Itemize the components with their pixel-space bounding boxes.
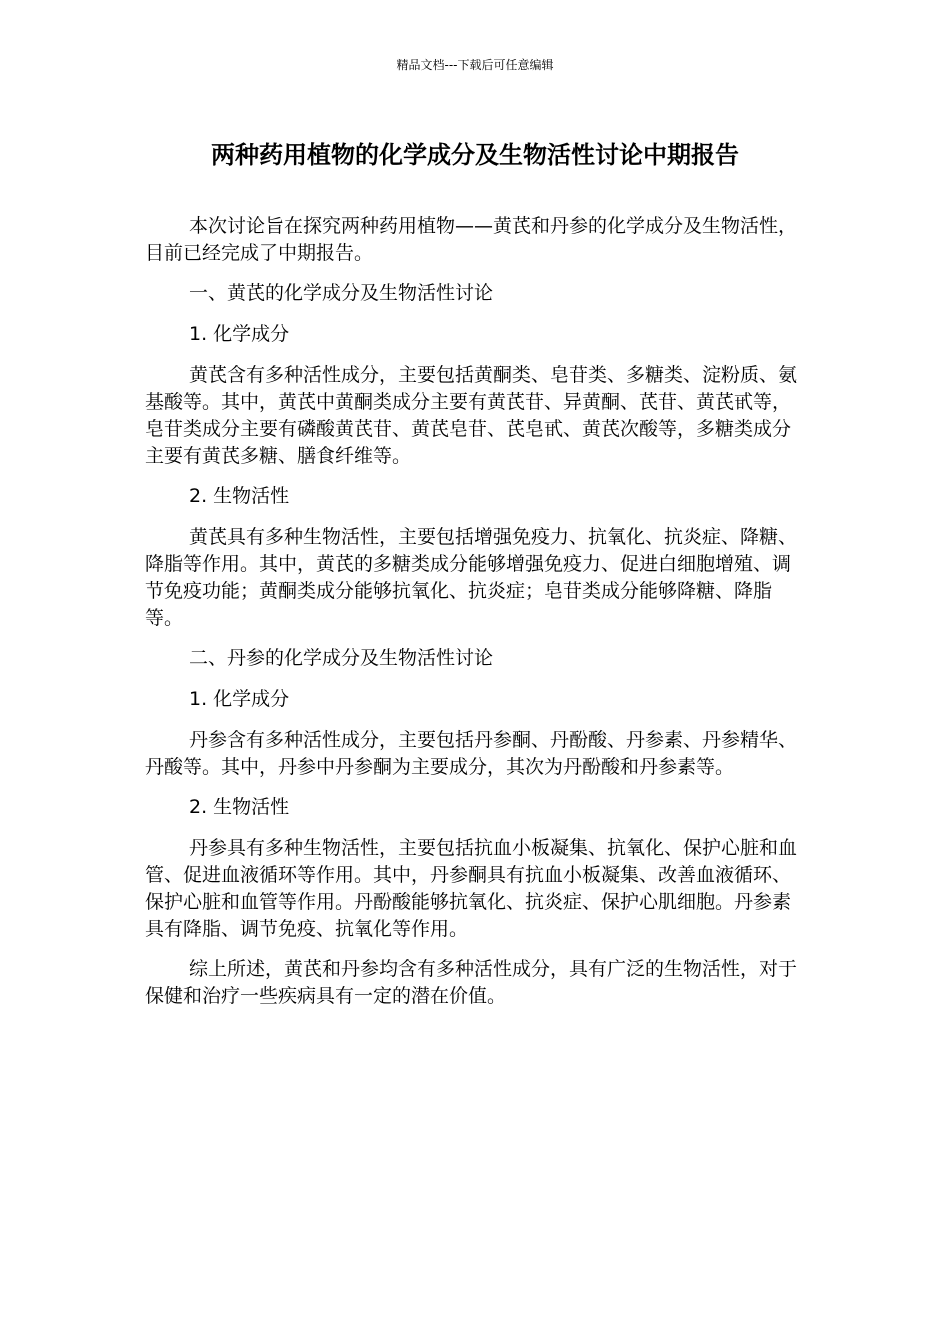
document-body xyxy=(145,213,800,1023)
section-2-subheading-activity: 2. 生物活性 xyxy=(189,796,290,818)
intro-paragraph: 本次讨论旨在探究两种药用植物——黄芪和丹参的化学成分及生物活性，目前已经完成了中期报告。 xyxy=(145,215,798,264)
section-1-activity-paragraph: 黄芪具有多种生物活性，主要包括增强免疫力、抗氧化、抗炎症、降糖、降脂等作用。其中，黄芪的多糖类成分能够增强免疫力、促进白细胞增殖、调节免疫功能；黄酮类成分能够抗氧化、抗炎症；皂苷类成分能够降糖、降脂等。 xyxy=(145,526,798,629)
section-1-subheading-activity: 2. 生物活性 xyxy=(189,485,290,507)
section-1-heading: 一、黄芪的化学成分及生物活性讨论 xyxy=(189,282,494,304)
header-note: 精品文档---下载后可任意编辑 xyxy=(396,58,554,72)
conclusion-paragraph: 综上所述，黄芪和丹参均含有多种活性成分，具有广泛的生物活性，对于保健和治疗一些疾病具有一定的潜在价值。 xyxy=(145,958,798,1007)
section-2-chemistry-paragraph: 丹参含有多种活性成分，主要包括丹参酮、丹酚酸、丹参素、丹参精华、丹酸等。其中，丹参中丹参酮为主要成分，其次为丹酚酸和丹参素等。 xyxy=(145,729,798,778)
section-1-subheading-chemistry: 1. 化学成分 xyxy=(189,323,290,345)
section-2-subheading-chemistry: 1. 化学成分 xyxy=(189,688,290,710)
section-2-heading: 二、丹参的化学成分及生物活性讨论 xyxy=(189,647,494,669)
document-title: 两种药用植物的化学成分及生物活性讨论中期报告 xyxy=(211,141,739,169)
section-2-activity-paragraph: 丹参具有多种生物活性，主要包括抗血小板凝集、抗氧化、保护心脏和血管、促进血液循环等作用。其中，丹参酮具有抗血小板凝集、改善血液循环、保护心脏和血管等作用。丹酚酸能够抗氧化、抗炎症、保护心肌细胞。丹参素具有降脂、调节免疫、抗氧化等作用。 xyxy=(145,837,798,940)
section-1-chemistry-paragraph: 黄芪含有多种活性成分，主要包括黄酮类、皂苷类、多糖类、淀粉质、氨基酸等。其中，黄芪中黄酮类成分主要有黄芪苷、异黄酮、芪苷、黄芪甙等，皂苷类成分主要有磷酸黄芪苷、黄芪皂苷、芪皂甙、黄芪次酸等，多糖类成分主要有黄芪多糖、膳食纤维等。 xyxy=(145,364,798,467)
